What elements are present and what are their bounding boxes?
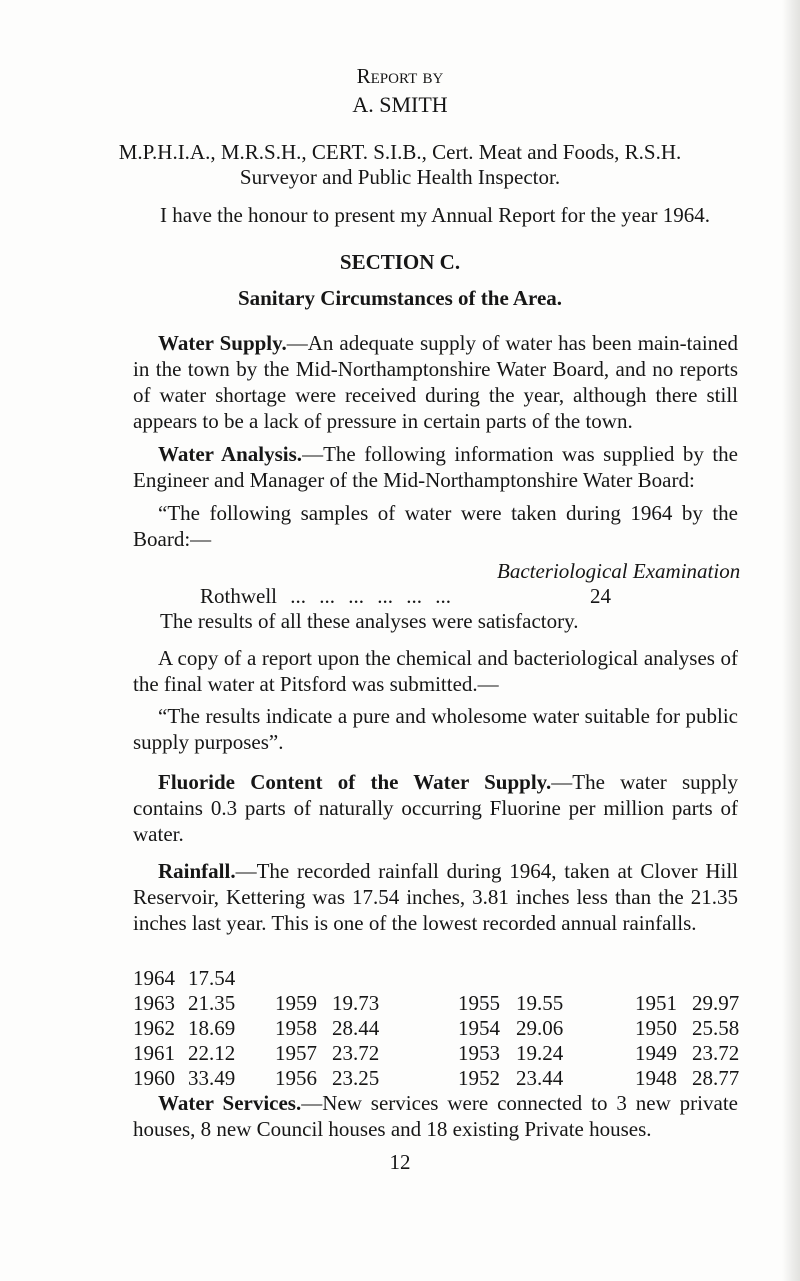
rainfall-value-cell: 18.69: [188, 1016, 236, 1040]
rainfall-text: —The recorded rainfall during 1964, taken at Clover Hill Reservoir, Kettering was 17.54 inches, 3.81 inches less than the 21.35 inches last year. This is one of the lowest recorded annual rainfalls.: [133, 859, 738, 935]
rainfall-year-cell: 1958: [275, 1016, 317, 1040]
rainfall-value-cell: 21.35: [188, 991, 236, 1015]
rainfall-year-cell: 1961: [133, 1041, 175, 1065]
rainfall-value-cell: 23.72: [692, 1041, 740, 1065]
rainfall-value-cell: 28.77: [692, 1066, 740, 1090]
samples-quote: [133, 500, 738, 552]
water-supply-heading: Water Supply.: [158, 331, 287, 355]
water-analysis-paragraph: [133, 441, 738, 493]
rainfall-year-cell: 1948: [635, 1066, 677, 1090]
water-services-paragraph: [133, 1090, 738, 1142]
rainfall-value-cell: 19.55: [516, 991, 564, 1015]
rainfall-value-cell: 23.25: [332, 1066, 380, 1090]
water-analysis-text: —The following information was supplied by the Engineer and Manager of the Mid-Northamptonshire Water Board:: [133, 442, 739, 492]
author-qualifications: M.P.H.I.A., M.R.S.H., CERT. S.I.B., Cert. Meat and Foods, R.S.H.: [118, 140, 682, 164]
rainfall-year-cell: 1955: [458, 991, 500, 1015]
rainfall-value-cell: 28.44: [332, 1016, 380, 1040]
rainfall-value-cell: 23.72: [332, 1041, 380, 1065]
water-services-text: —New services were connected to 3 new private houses, 8 new Council houses and 18 existing Private houses.: [133, 1091, 738, 1141]
rainfall-heading: Rainfall.: [158, 859, 236, 883]
water-services-heading: Water Services.: [158, 1091, 302, 1115]
bacteriological-heading: Bacteriological Examination: [497, 559, 741, 583]
report-by-label: Report by: [356, 64, 444, 88]
rainfall-year-cell: 1951: [635, 991, 677, 1015]
intro-sentence: I have the honour to present my Annual Report for the year 1964.: [160, 203, 710, 227]
rainfall-value-cell: 19.24: [516, 1041, 564, 1065]
rainfall-year-cell: 1962: [133, 1016, 175, 1040]
rainfall-value-cell: 33.49: [188, 1066, 236, 1090]
water-analysis-heading: Water Analysis.: [158, 442, 303, 466]
results-quote-paragraph: [133, 703, 738, 755]
rothwell-label: Rothwell ... ... ... ... ... ...: [200, 584, 451, 608]
rainfall-year-cell: 1953: [458, 1041, 500, 1065]
rainfall-value-cell: 29.97: [692, 991, 740, 1015]
rainfall-year-cell: 1954: [458, 1016, 500, 1040]
rainfall-year-cell: 1952: [458, 1066, 500, 1090]
rainfall-year-cell: 1949: [635, 1041, 677, 1065]
copy-report-paragraph: [133, 645, 738, 697]
rainfall-year-cell: 1959: [275, 991, 317, 1015]
water-supply-text: —An adequate supply of water has been main-tained in the town by the Mid-Northamptonshire Water Board, and no reports of water shortage were received during the year, although there still appears to be a lack of pressure in certain parts of the town.: [133, 331, 738, 433]
results-quote-text: “The results indicate a pure and wholesome water suitable for public supply purposes”.: [133, 704, 738, 754]
rainfall-value-cell: 19.73: [332, 991, 380, 1015]
rainfall-year-cell: 1964: [133, 966, 175, 990]
rainfall-value-cell: 25.58: [692, 1016, 740, 1040]
rainfall-value-cell: 22.12: [188, 1041, 236, 1065]
rainfall-value-cell: 29.06: [516, 1016, 564, 1040]
author-name: A. SMITH: [352, 92, 448, 117]
rainfall-year-cell: 1960: [133, 1066, 175, 1090]
fluoride-text: —The water supply contains 0.3 parts of naturally occurring Fluorine per million parts of water.: [133, 770, 738, 846]
rainfall-year-cell: 1950: [635, 1016, 677, 1040]
rainfall-year-cell: 1956: [275, 1066, 317, 1090]
rainfall-year-cell: 1963: [133, 991, 175, 1015]
rainfall-value-cell: 23.44: [516, 1066, 564, 1090]
results-sentence: The results of all these analyses were satisfactory.: [160, 609, 579, 633]
fluoride-heading: Fluoride Content of the Water Supply.: [158, 770, 552, 794]
water-supply-paragraph: [133, 330, 738, 434]
rainfall-year-cell: 1957: [275, 1041, 317, 1065]
rothwell-count: 24: [590, 584, 611, 608]
page-number: 12: [389, 1150, 411, 1174]
section-subtitle: Sanitary Circumstances of the Area.: [237, 286, 563, 310]
fluoride-paragraph: [133, 769, 738, 847]
rainfall-paragraph: [133, 858, 738, 936]
rainfall-value-cell: 17.54: [188, 966, 236, 990]
section-title: SECTION C.: [339, 250, 461, 274]
samples-quote-text: “The following samples of water were taken during 1964 by the Board:—: [133, 501, 738, 551]
copy-report-text: A copy of a report upon the chemical and bacteriological analyses of the final water at Pitsford was submitted.—: [133, 646, 738, 696]
author-position: Surveyor and Public Health Inspector.: [239, 165, 561, 189]
